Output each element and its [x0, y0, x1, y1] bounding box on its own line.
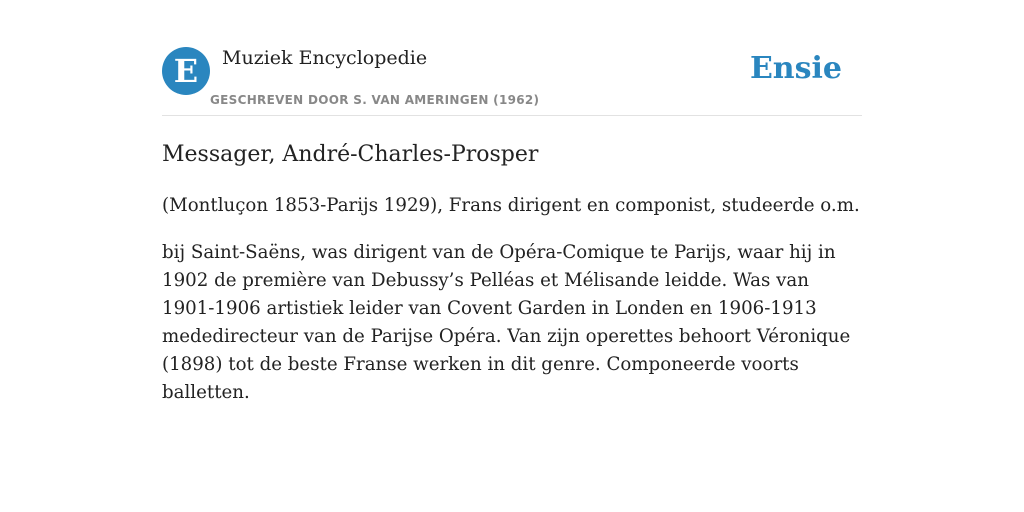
encyclopedia-logo-icon[interactable]: E — [162, 47, 210, 95]
ensie-brand-logo[interactable]: Ensie — [749, 51, 842, 86]
header — [162, 46, 862, 116]
header-divider — [162, 115, 862, 116]
author-line: GESCHREVEN DOOR S. VAN AMERINGEN (1962) — [210, 93, 540, 107]
article-paragraph-1: (Montluçon 1853-Parijs 1929), Frans dirigent en componist, studeerde o.m. — [162, 195, 860, 216]
source-title-link[interactable]: Muziek Encyclopedie — [222, 47, 428, 69]
article-title: Messager, André-Charles-Prosper — [162, 142, 539, 167]
article-paragraph-2: bij Saint-Saëns, was dirigent van de Opéra-Comique te Parijs, waar hij in 1902 de première van Debussy’s Pelléas et Mélisande leidde. Was van 1901-1906 artistiek leider van Covent Garden in Londen en 1906-1913 mededirecteur van de Parijse Opéra. Van zijn operettes behoort Véronique (1898) tot de beste Franse werken in dit genre. Componeerde voorts balletten. — [162, 242, 851, 403]
